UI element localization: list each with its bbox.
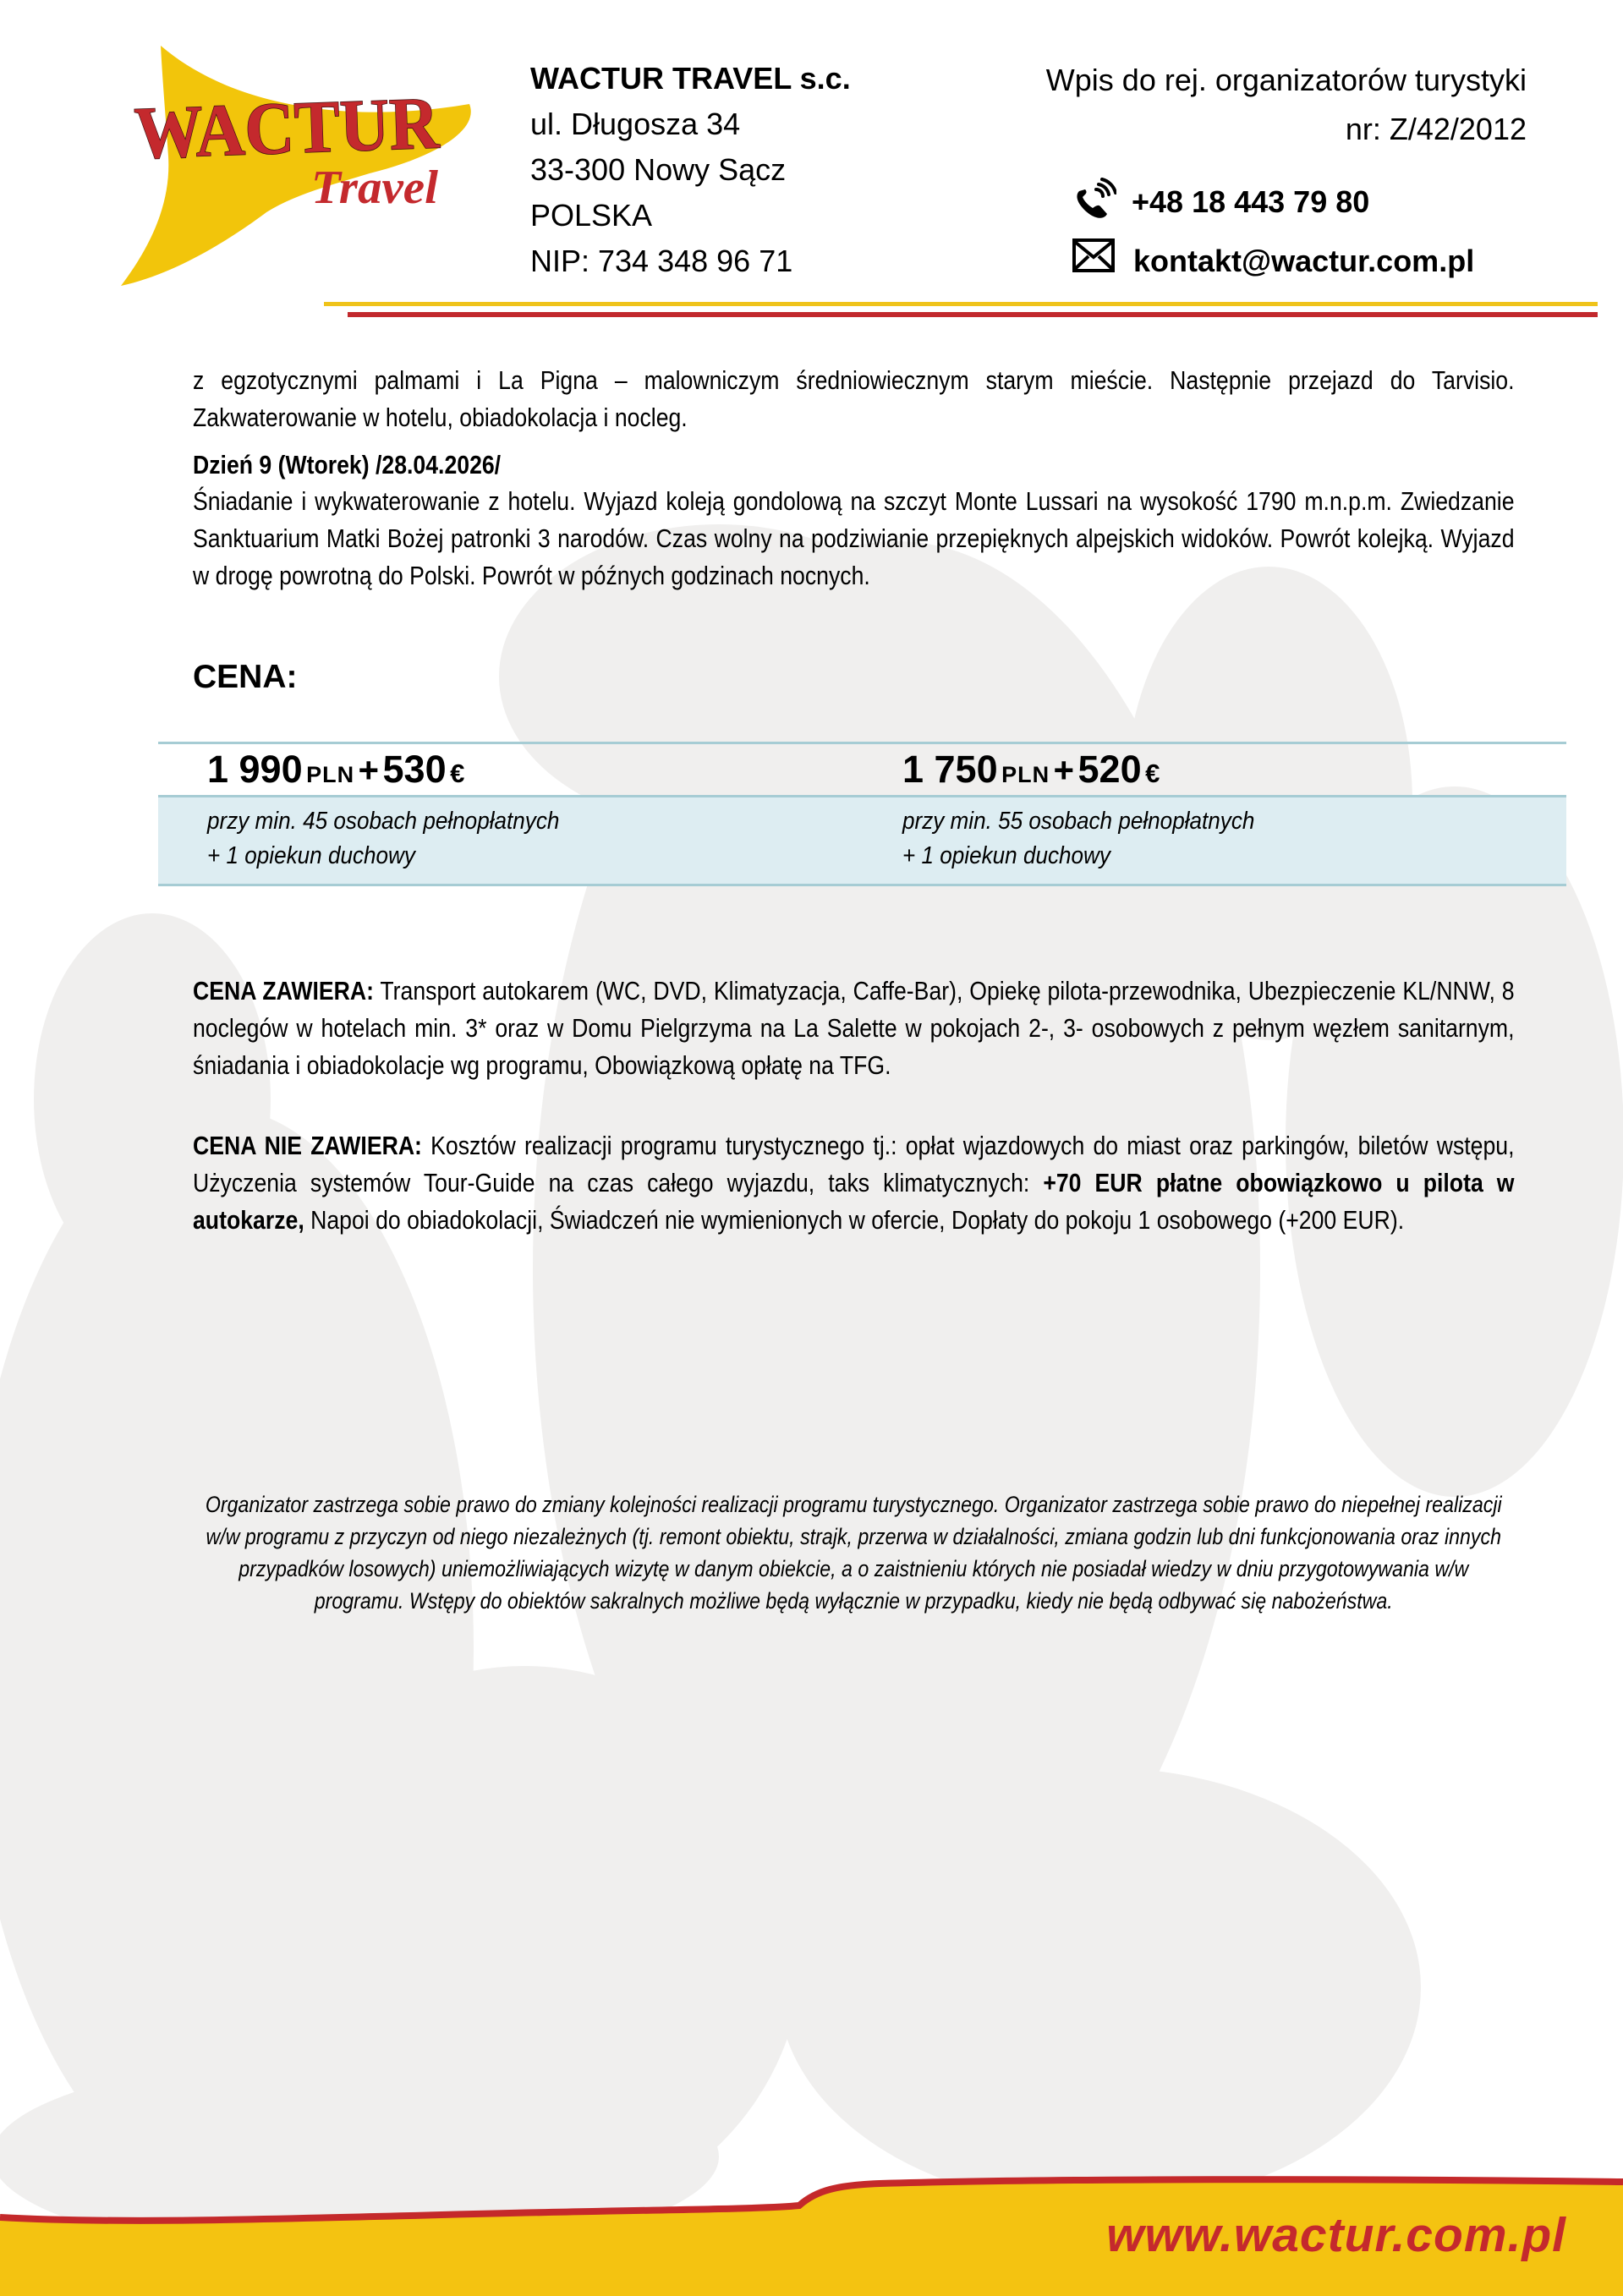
logo-brand-text: WACTUR — [133, 81, 467, 175]
logo-sub-text: Travel — [311, 162, 439, 214]
price1-eur-currency: € — [450, 759, 465, 788]
price1-pln-currency: PLN — [306, 762, 355, 787]
price-excludes-paragraph — [193, 1127, 1515, 1239]
registry-line1: Wpis do rej. organizatorów turystyki — [1045, 63, 1527, 97]
price-option-2-conditions — [902, 804, 1566, 874]
organizer-disclaimer: Organizator zastrzega sobie prawo do zmiany kolejności realizacji programu turystycznego. Organizator zastrzega sobie prawo do niepełnej realizacji w/w programu z przyczyn od niego niezależnych (tj. remont obiektu, strajk, przerwa w działalności, zmiana godzin lub dni funkcjonowania oraz innych przypadków losowych) uniemożliwiających wizytę w danym obiekcie, a o zaistnieniu których nie posiadał wiedzy w dniu przygotowywania w/w programu. Wstępy do obiektów sakralnych możliwe będą wyłącznie w przypadku, kiedy nie będą odbywać się nabożeństwa. — [205, 1492, 1502, 1614]
company-country: POLSKA — [530, 198, 653, 233]
company-nip: NIP: 734 348 96 71 — [530, 244, 793, 278]
phone-icon — [1071, 178, 1116, 223]
price-option-2 — [902, 748, 1566, 792]
price-excludes-bold-note: +70 EUR płatne obowiązkowo u pilota w autokarze, — [193, 1168, 1515, 1235]
day-9-heading: Dzień 9 (Wtorek) /28.04.2026/ — [193, 450, 502, 479]
price1-condition-line1: przy min. 45 osobach pełnopłatnych — [207, 808, 560, 835]
price-amount-row — [158, 744, 1566, 795]
price-conditions-row — [158, 795, 1566, 884]
price1-pln-amount: 1 990 — [207, 748, 303, 791]
tour-operator-registry-block — [846, 56, 1527, 154]
company-street: ul. Długosza 34 — [530, 107, 741, 141]
header-divider-yellow — [324, 302, 1598, 306]
price-excludes-text-1: Kosztów realizacji programu turystycznego tj.: opłat wjazdowych do miast oraz parkingów, biletów wstępu, Użyczenia systemów Tour-Guide na czas całego wyjazdu, taks klimatycznych: — [193, 1131, 1515, 1197]
company-city: 33-300 Nowy Sącz — [530, 152, 787, 187]
price2-condition-line1: przy min. 55 osobach pełnopłatnych — [902, 808, 1255, 835]
price1-plus: + — [358, 750, 380, 790]
price1-condition-line2: + 1 opiekun duchowy — [207, 842, 415, 869]
price-option-1 — [158, 748, 902, 792]
price2-eur-currency: € — [1145, 759, 1160, 788]
price2-plus: + — [1053, 750, 1075, 790]
email-address: kontakt@wactur.com.pl — [1133, 244, 1475, 278]
email-icon — [1072, 238, 1115, 272]
price-option-1-conditions — [158, 804, 902, 874]
company-address-block — [530, 56, 851, 284]
itinerary-intro-paragraph: z egzotycznymi palmami i La Pigna – malowniczym średniowiecznym starym mieście. Następnie przejazd do Tarvisio. Zakwaterowanie w hotelu, obiadokolacja i nocleg. — [193, 365, 1515, 432]
price2-pln-amount: 1 750 — [902, 748, 998, 791]
company-name: WACTUR TRAVEL s.c. — [530, 61, 851, 96]
phone-number: +48 18 443 79 80 — [1132, 184, 1370, 219]
price-excludes-text-2: Napoi do obiadokolacji, Świadczeń nie wymienionych w ofercie, Dopłaty do pokoju 1 osobowego (+200 EUR). — [304, 1205, 1405, 1235]
wactur-travel-logo — [72, 30, 486, 300]
price-includes-label: CENA ZAWIERA: — [193, 976, 374, 1006]
website-url: www.wactur.com.pl — [1106, 2208, 1566, 2262]
price-table — [158, 742, 1566, 886]
price-excludes-label: CENA NIE ZAWIERA: — [193, 1131, 422, 1160]
registry-number: nr: Z/42/2012 — [1345, 112, 1527, 146]
price-includes-paragraph — [193, 973, 1515, 1084]
price2-pln-currency: PLN — [1001, 762, 1050, 787]
price-section-heading: CENA: — [193, 659, 298, 695]
price2-condition-line2: + 1 opiekun duchowy — [902, 842, 1110, 869]
price-includes-text: Transport autokarem (WC, DVD, Klimatyzacja, Caffe-Bar), Opiekę pilota-przewodnika, Ubezpieczenie KL/NNW, 8 noclegów w hotelach min. 3* oraz w Domu Pielgrzyma na La Salette w pokojach 2-, 3- osobowych z pełnym węzłem sanitarnym, śniadania i obiadokolacje wg programu, Obowiązkową opłatę na TFG. — [193, 976, 1515, 1080]
price1-eur-amount: 530 — [382, 748, 447, 791]
header-divider-red — [348, 312, 1598, 317]
day-9-paragraph: Śniadanie i wykwaterowanie z hotelu. Wyjazd koleją gondolową na szczyt Monte Lussari na wysokość 1790 m.n.p.m. Zwiedzanie Sanktuarium Matki Bożej patronki 3 narodów. Czas wolny na podziwianie przepięknych alpejskich widoków. Powrót kolejką. Wyjazd w drogę powrotną do Polski. Powrót w późnych godzinach nocnych. — [193, 486, 1515, 590]
price2-eur-amount: 520 — [1077, 748, 1142, 791]
